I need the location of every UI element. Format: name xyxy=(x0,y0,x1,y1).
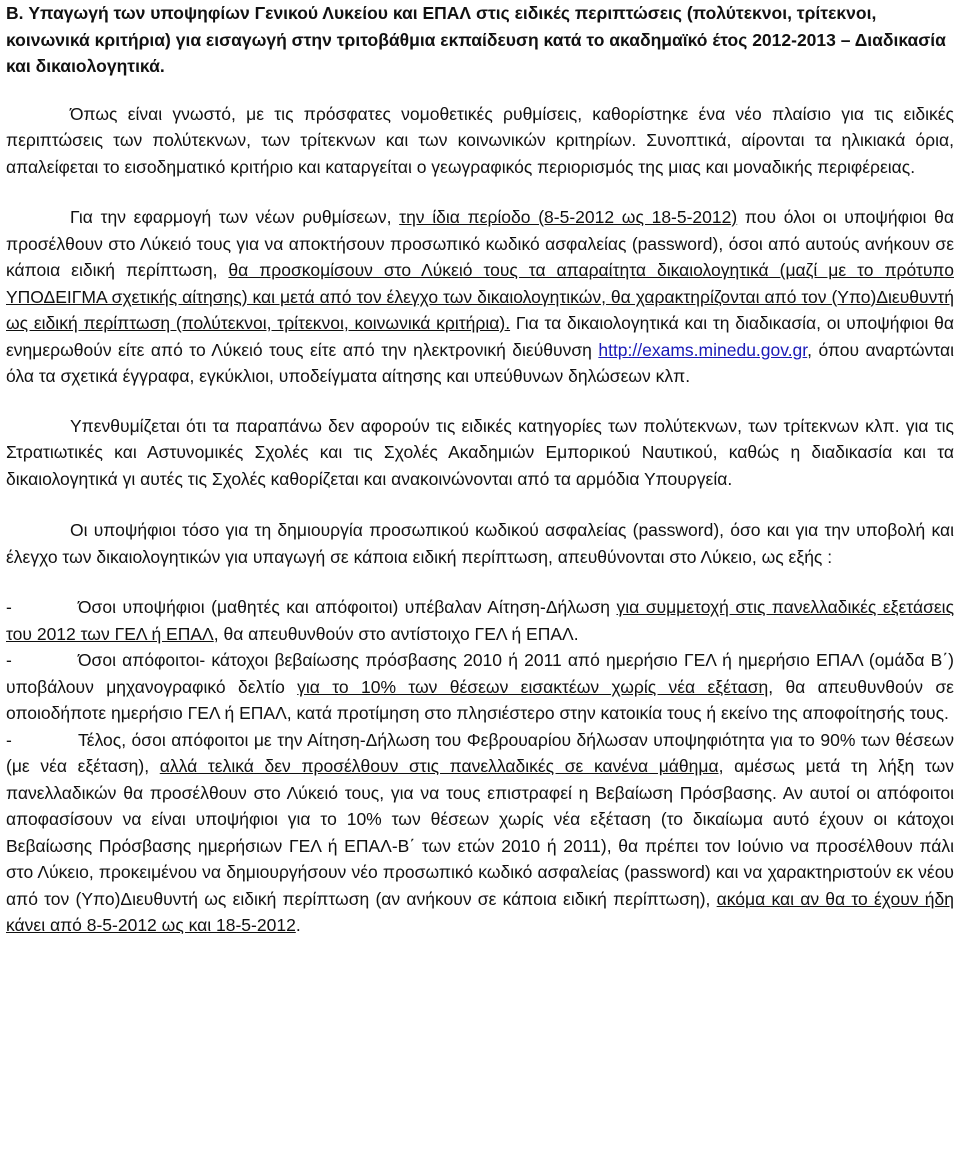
bullet-item xyxy=(6,647,954,727)
bullet-item xyxy=(6,594,954,647)
bullet-dash: - xyxy=(6,650,12,670)
bullet-dash: - xyxy=(6,729,12,750)
procedure-paragraph xyxy=(6,204,954,390)
exams-minedu-link[interactable]: http://exams.minedu.gov.gr xyxy=(598,339,808,360)
bullet-text-1: Όσοι υποψήφιοι (μαθητές και απόφοιτοι) υπέβαλαν Αίτηση-Δήλωση xyxy=(78,597,617,617)
bullet-underlined-1: για το 10% των θέσεων εισακτέων χωρίς νέα εξέταση xyxy=(297,676,769,697)
bullet-text-2: , θα απευθυνθούν σε οποιοδήποτε ημερήσιο ΓΕΛ ή ΕΠΑΛ, κατά προτίμηση στο πλησιέστερο στην κατοικία τους ή εκείνο της αποφοίτησής τους. xyxy=(6,676,954,723)
bullet-text-1: Τέλος, όσοι απόφοιτοι με την Αίτηση-Δήλωση του Φεβρουαρίου δήλωσαν υποψηφιότητα για το 90% των θέσεων (με νέα εξέταση), xyxy=(6,729,954,776)
procedure-text-3: Για τα δικαιολογητικά και τη διαδικασία, οι υποψήφιοι θα ενημερωθούν είτε από το Λύκειό τους είτε από την ηλεκτρονική διεύθυνση xyxy=(6,313,954,360)
bullet-text-1: Όσοι απόφοιτοι- κάτοχοι βεβαίωσης πρόσβασης 2010 ή 2011 από ημερήσιο ΓΕΛ ή ημερήσιο ΕΠΑΛ (ομάδα Β΄) υποβάλουν μηχανογραφικό δελτίο xyxy=(6,650,954,697)
bullet-dash: - xyxy=(6,597,12,617)
section-heading: B. Υπαγωγή των υποψηφίων Γενικού Λυκείου και ΕΠΑΛ στις ειδικές περιπτώσεις (πολύτεκνοι, τρίτεκνοι, κοινωνικά κριτήρια) για εισαγωγή στην τριτοβάθμια εκπαίδευση κατά το ακαδημαϊκό έτος 2012-2013 – Διαδικασία και δικαιολογητικά. xyxy=(6,3,946,76)
reminder-paragraph: Υπενθυμίζεται ότι τα παραπάνω δεν αφορούν τις ειδικές κατηγορίες των πολύτεκνων, των τρίτεκνων κλπ. για τις Στρατιωτικές και Αστυνομικές Σχολές και τις Σχολές Ακαδημιών Εμπορικού Ναυτικού, καθώς η διαδικασία και τα δικαιολογητικά γι αυτές τις Σχολές καθορίζεται και ανακοινώνονται από τα αρμόδια Υπουργεία. xyxy=(6,415,954,489)
documents-instruction-underlined: θα προσκομίσουν στο Λύκειό τους τα απαραίτητα δικαιολογητικά (μαζί με το πρότυπο ΥΠΟΔΕΙΓΜΑ σχετικής αίτησης) και μετά από τον έλεγχο των δικαιολογητικών, θα χαρακτηρίζονται από τον (Υπο)Διευθυντή ως ειδική περίπτωση (πολύτεκνοι, τρίτεκνοι, κοινωνικά κριτήρια). xyxy=(6,260,954,333)
bullet-text-3: . xyxy=(295,915,301,935)
bullet-text-2: , θα απευθυνθούν στο αντίστοιχο ΓΕΛ ή ΕΠΑΛ. xyxy=(213,623,579,644)
period-dates-underlined: την ίδια περίοδο (8-5-2012 ως 18-5-2012) xyxy=(399,207,738,227)
procedure-text-4: , όπου αναρτώνται όλα τα σχετικά έγγραφα, εγκύκλιοι, υποδείγματα αίτησης και υπεύθυνων δηλώσεων κλπ. xyxy=(6,339,955,386)
bullet-underlined-1: αλλά τελικά δεν προσέλθουν στις πανελλαδικές σε κανένα μάθημα, xyxy=(159,756,724,776)
bullet-underlined-2: ακόμα και αν θα το έχουν ήδη κάνει από 8-5-2012 ως και 18-5-2012 xyxy=(6,888,954,935)
bullet-underlined-1: για συμμετοχή στις πανελλαδικές εξετάσεις του 2012 των ΓΕΛ ή ΕΠΑΛ xyxy=(6,597,955,644)
instructions-paragraph: Οι υποψήφιοι τόσο για τη δημιουργία προσωπικού κωδικού ασφαλείας (password), όσο και για την υποβολή και έλεγχο των δικαιολογητικών για υπαγωγή σε κάποια ειδική περίπτωση, απευθύνονται στο Λύκειο, ως εξής : xyxy=(6,520,954,567)
procedure-text-1: Για την εφαρμογή των νέων ρυθμίσεων, xyxy=(70,207,400,227)
bullet-item xyxy=(6,727,954,939)
intro-paragraph: Όπως είναι γνωστό, με τις πρόσφατες νομοθετικές ρυθμίσεις, καθορίστηκε ένα νέο πλαίσιο για τις ειδικές περιπτώσεις των πολύτεκνων, των τρίτεκνων και των κοινωνικών κριτηρίων. Συνοπτικά, αίρονται τα ηλικιακά όρια, απαλείφεται το εισοδηματικό κριτήριο και καταργείται ο γεωγραφικός περιορισμός της μιας και μοναδικής περιφέρειας. xyxy=(6,103,954,177)
procedure-text-2: που όλοι οι υποψήφιοι θα προσέλθουν στο Λύκειό τους για να αποκτήσουν προσωπικό κωδικό ασφαλείας (password), όσοι από αυτούς ανήκουν σε κάποια ειδική περίπτωση, xyxy=(6,207,954,280)
bullet-text-2: αμέσως μετά τη λήξη των πανελλαδικών θα προσέλθουν στο Λύκειό τους, για να τους επιστραφεί η Βεβαίωση Πρόσβασης. Αν αυτοί οι απόφοιτοι αποφασίσουν να είναι υποψήφιοι για το 10% των θέσεων χωρίς νέα εξέταση (το δικαίωμα αυτό έχουν οι κάτοχοι Βεβαίωσης Πρόσβασης ημερήσιων ΓΕΛ ή ΕΠΑΛ-Β΄ των ετών 2010 ή 2011), θα πρέπει τον Ιούνιο να προσέλθουν πάλι στο Λύκειο, προκειμένου να δημιουργήσουν νέο προσωπικό κωδικό ασφαλείας (password) και να χαρακτηριστούν εκ νέου από τον (Υπο)Διευθυντή ως ειδική περίπτωση (αν ανήκουν σε κάποια ειδική περίπτωση), xyxy=(6,756,954,909)
